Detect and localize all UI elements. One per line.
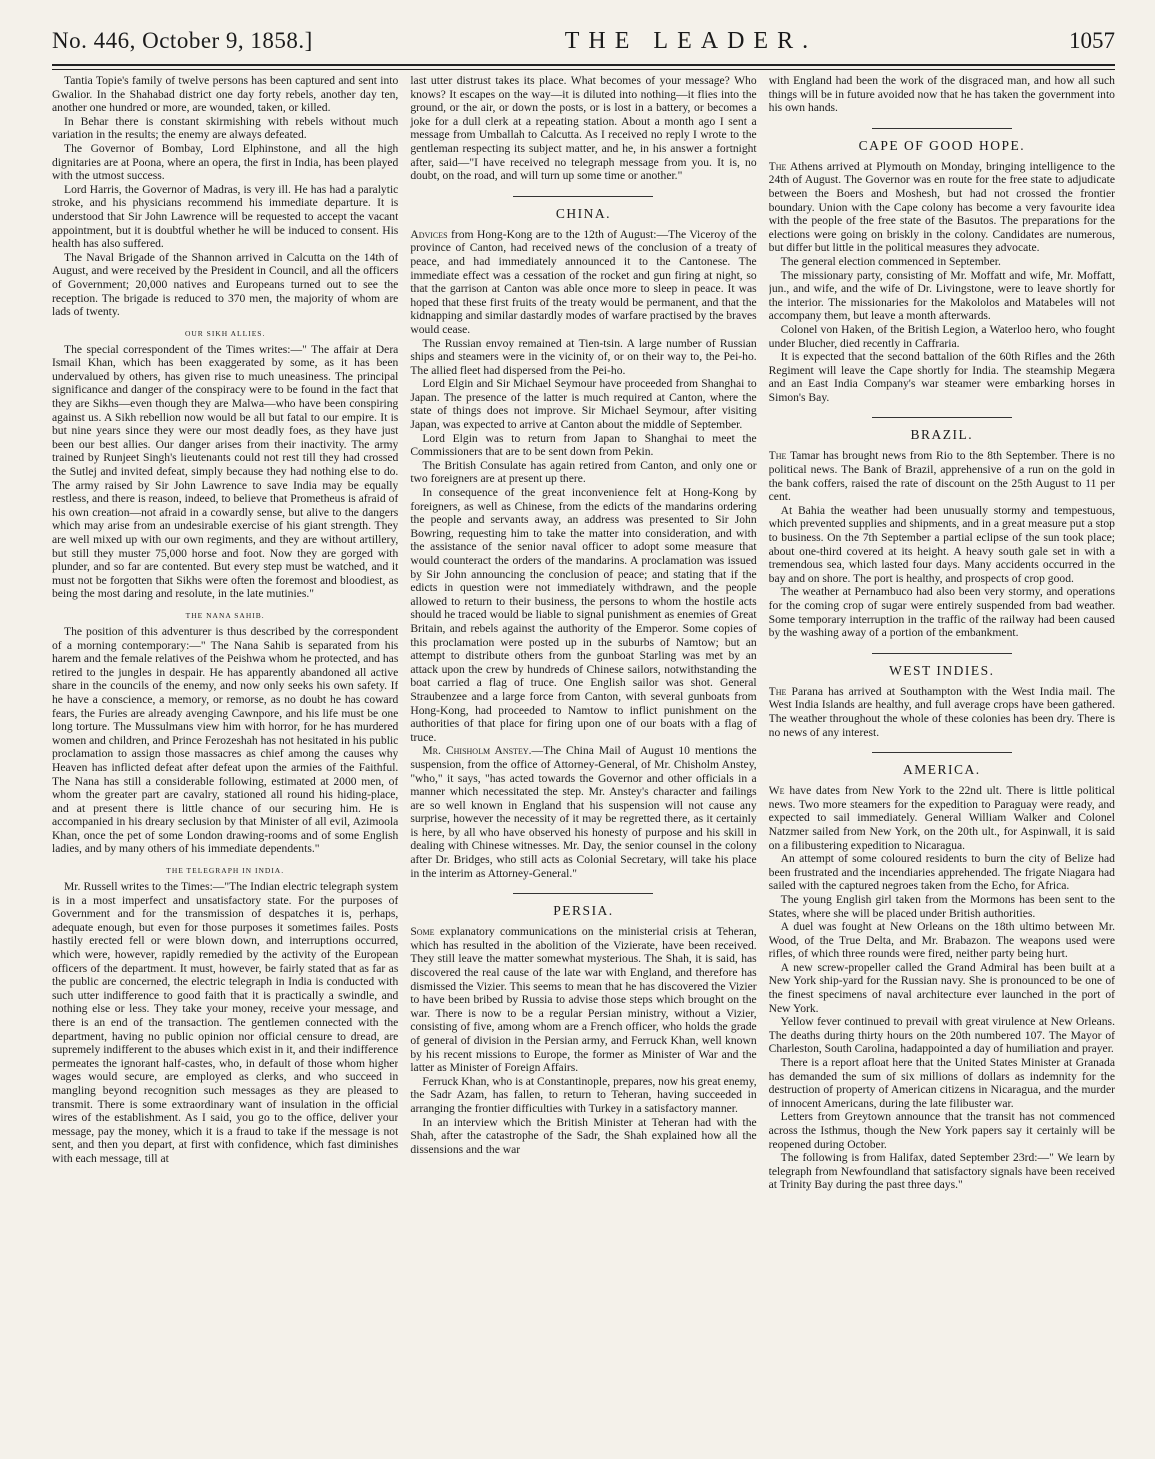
paragraph: In consequence of the great inconvenience felt at Hong-Kong by foreigners, as well as Chinese, from the edicts of the mandarins ordering the people and servants away, an address was presented to Sir John Bowring, requesting him to take the matter into consideration, and with the assistance of the senior naval officer to adopt some measure that would counteract the orders of the mandarins. A proclamation was issued by Sir John announcing the conclusion of peace; and stating that if the edicts in question were not immediately withdrawn, and the people allowed to return to their business, the persons to whom the hostile acts should he traced would be liable to signal punishment as enemies of Great Britain, and rebels against the authority of the Emperor. Some copies of this proclamation were posted up in the suburbs of Namtow; but an attempt to distribute others from the gunboat Starling was met by an attack upon the crew by hundreds of Chinese sailors, notwithstanding the boat carried a flag of truce. One English sailor was shot. General Straubenzee and a large force from Canton, with several gunboats from Hong-Kong, had proceeded to Namtow to inflict punishment on the authorities of that place for firing upon one of our boats with a flag of truce. bbox=[410, 486, 757, 744]
paragraph bbox=[769, 685, 1115, 739]
subheading-telegraph-india: THE TELEGRAPH IN INDIA. bbox=[166, 866, 285, 876]
section-heading: CAPE OF GOOD HOPE. bbox=[858, 137, 1026, 153]
section-rule bbox=[872, 128, 1012, 129]
subheading-nana-sahib: THE NANA SAHIB. bbox=[185, 610, 265, 620]
paragraph bbox=[769, 449, 1115, 503]
paragraph: The Governor of Bombay, Lord Elphinstone, and all the high dignitaries are at Poona, where an opera, the first in India, has been played with the utmost success. bbox=[52, 141, 399, 183]
subheading-sikh-allies: OUR SIKH ALLIES. bbox=[184, 328, 266, 338]
paragraph bbox=[410, 744, 756, 880]
paragraph: The British Consulate has again retired from Canton, and only one or two foreigners are at present up there. bbox=[410, 458, 757, 486]
paragraph: The position of this adventurer is thus described by the correspondent of a morning contemporary:—" The Nana Sahib is separated from his harem and the female relatives of the Peishwa whom he protected, and has retired to the jungles in despair. He has apparently abandoned all active share in the councils of the enemy, and now only seeks his own safety. If he have a conscience, a memory, or remorse, as no doubt he has coward fears, the Furies are already avenging Cawnpore, and his life must be one long torture. The Mussulmans view him with horror, for he has murdered women and children, and Prince Ferozeshah has not hesitated in his public proclamation to assign those massacres as chief among the causes why Heaven has inflicted defeat after defeat upon the armies of the Faithful. The Nana has still a considerable following, estimated at 2000 men, of whom the greater part are cavalry, stationed all round his hiding-place, and at present there is little chance of our securing him. He is accompanied in his dreary seclusion by that Minister of all evil, Azimoola Khan, once the pet of some London drawing-rooms and of some English ladies, and by many others of his immediate dependents." bbox=[52, 624, 399, 856]
paragraph: Letters from Greytown announce that the transit has not commenced across the Isthmus, though the New York papers say it certainly will be reopened during October. bbox=[768, 1110, 1115, 1151]
paragraph: The general election commenced in September. bbox=[780, 254, 1001, 268]
lead-word: Mr. Chisholm Anstey. bbox=[422, 744, 532, 758]
paragraph: Lord Elgin was to return from Japan to Shanghai to meet the Commissioners that are to be sent down from Pekin. bbox=[410, 431, 757, 459]
paragraph-text: from Hong-Kong are to the 12th of August:—The Viceroy of the province of Canton, had received news of the conclusion of a treaty of peace, and had immediately announced it to the Cantonese. The immediate effect was a cessation of the rocket and gun firing at night, so that the garrison at Canton was able once more to sleep in peace. It was hoped that these first fruits of the treaty would be permanent, and that the kidnapping and similar dastardly modes of warfare practised by the braves would cease. bbox=[410, 227, 757, 336]
section-heading: PERSIA. bbox=[553, 903, 614, 919]
lead-word: Some bbox=[410, 925, 435, 939]
paragraph-text: Athens arrived at Plymouth on Monday, bringing intelligence to the 24th of August. The Governor was en route for the free state to adjudicate between the Boers and Moshesh, but had not crossed the frontier boundary. Union with the Cape colony has become a very favourite idea with the people of the free state of the Basutos. The preparations for the elections were going on briskly in the colony. Candidates are numerous, but differ but little in the political measures they advocate. bbox=[768, 159, 1115, 255]
section-rule bbox=[513, 196, 653, 197]
section-west-indies bbox=[769, 653, 1115, 679]
issue-line: No. 446, October 9, 1858.] bbox=[52, 28, 313, 53]
section-cape-of-good-hope bbox=[769, 128, 1115, 154]
paragraph: The young English girl taken from the Mormons has been sent to the States, where she will be placed under British authorities. bbox=[768, 892, 1115, 920]
column-1 bbox=[52, 74, 398, 1454]
paragraph-text: —The China Mail of August 10 mentions the suspension, from the office of Attorney-General, of Mr. Chisholm Anstey, "who," it says, "has acted towards the Governor and other officials in a manner which necessitated the step. Mr. Anstey's character and failings are so well known in England that his suspension will not cause any surprise, however the necessity of it may be regretted there, as it certainly is here, by all who have observed his honesty of purpose and his skill in dealing with Chinese witnesses. Mr. Day, the senior counsel in the colony after Dr. Bridges, who still acts as Colonial Secretary, will take his place in the interim as Attorney-General." bbox=[410, 744, 757, 880]
section-brazil bbox=[769, 417, 1115, 443]
paragraph-text: have dates from New York to the 22nd ult. There is little political news. Two more steamers for the expedition to Paraguay were ready, and expected to sail immediately. General William Walker and Colonel Natzmer sailed from New York, on the 20th ult., for Aspinwall, it is said on a filibustering expedition to Nicaragua. bbox=[768, 784, 1115, 852]
paragraph: The following is from Halifax, dated September 23rd:—" We learn by telegraph from Newfoundland that satisfactory signals have been received at Trinity Bay during the past three days." bbox=[768, 1151, 1115, 1192]
paragraph: Mr. Russell writes to the Times:—"The Indian electric telegraph system is in a most imperfect and unsatisfactory state. For the purposes of Government and for the transmission of despatches it is, perhaps, adequate enough, but even for those purposes it sometimes failes. Posts hastily erected fell or were blown down, and interruptions occurred, which were, however, rapidly remedied by the activity of the European officers of the department. It must, however, be fairly stated that as far as the public are concerned, the electric telegraph in India is conducted with such utter indifference to good faith that it is practically a swindle, and nothing else or less. They take your money, receive your message, and there is an end of the transaction. The gentlemen connected with the department, having no public opinion nor official censure to dread, are supremely indifferent to the abuses which exist in it, and their indifference permeates the ignorant half-castes, who, in default of those whom higher wages would secure, are employed as clerks, and who succeed in mangling beyond recognition such messages as they are pleased to transmit. There is some extraordinary want of insulation in the official wires of the establishment. As I said, you go to the office, deliver your message, pay the money, which it is a fraud to take if the message is not sent, and then you depart, at first with confidence, which fast diminishes with each message, till at bbox=[52, 880, 399, 1165]
section-rule bbox=[872, 653, 1012, 654]
section-america bbox=[769, 752, 1115, 778]
paragraph: A duel was fought at New Orleans on the 18th ultimo between Mr. Wood, of the True Delta, and Mr. Brabazon. The weapons used were rifles, of which three rounds were fired, neither party being hurt. bbox=[768, 920, 1115, 961]
paragraph-text: explanatory communications on the ministerial crisis at Teheran, which has resulted in the abolition of the Vizierate, have been received. They still leave the matter somewhat mysterious. The Shah, it is said, has discovered the real cause of the late war with England, and therefore has dismissed the Vizier. This seems to mean that he has discovered the Vizier to have been bribed by Russia to advise those steps which brought on the war. There is now to be a regular Persian ministry, without a Vizier, consisting of five, among whom are a French officer, who holds the grade of general of division in the Persian army, and Ferruck Khan, well known by his recent missions to Europe, the former as Minister of War and the latter as Minister of Foreign Affairs. bbox=[410, 925, 757, 1075]
paragraph: with England had been the work of the disgraced man, and how all such things will be in future avoided now that he has taken the government into his own hands. bbox=[768, 74, 1115, 115]
paragraph: There is a report afloat here that the United States Minister at Granada has demanded the sum of six millions of dollars as indemnity for the destruction of property of American citizens in Nicaragua, and the murder of innocent Americans, during the late filibuster war. bbox=[768, 1056, 1115, 1110]
lead-word: We bbox=[768, 784, 785, 798]
paragraph: The Naval Brigade of the Shannon arrived in Calcutta on the 14th of August, and were received by the President in Council, and all the officers of Government; 20,000 natives and Europeans turned out to see the reception. The brigade is reduced to 370 men, the majority of whom are lads of twenty. bbox=[52, 250, 399, 319]
paragraph: It is expected that the second battalion of the 60th Rifles and the 26th Regiment will leave the Cape shortly for India. The steamship Megæra and an East India Company's war steamer were embarking horses in Simon's Bay. bbox=[768, 350, 1115, 404]
section-rule bbox=[872, 752, 1012, 753]
paragraph: Tantia Topie's family of twelve persons has been captured and sent into Gwalior. In the Shahabad district one day forty rebels, another day ten, another one hundred or more, are wounded, taken, or killed. bbox=[52, 74, 399, 115]
paragraph: The Russian envoy remained at Tien-tsin. A large number of Russian ships and steamers were in the vicinity of, or on their way to, the Pei-ho. The allied fleet had dispersed from the Pei-ho. bbox=[410, 336, 757, 377]
paragraph bbox=[410, 925, 756, 1075]
lead-word: The bbox=[768, 159, 787, 173]
paragraph: last utter distrust takes its place. What becomes of your message? Who knows? It escapes on the way—it is diluted into nothing—it flies into the ground, or the air, or down the posts, or is lost in a battery, or becomes a joke for a dull clerk at a repeating station. About a month ago I sent a message from Umballah to Calcutta. As I received no reply I wrote to the gentleman respecting its subject matter, and he, in his answer a fortnight after, said—"I have received no telegraph message from you. It is, no doubt, on the road, and will turn up some time or another." bbox=[410, 74, 757, 183]
paragraph-text: Parana has arrived at Southampton with the West India mail. The West India Islands are healthy, and full average crops have been gathered. The weather throughout the whole of these colonies has been dry. There is no news of any interest. bbox=[768, 684, 1115, 739]
lead-word: The bbox=[768, 684, 787, 698]
paragraph: Colonel von Haken, of the British Legion, a Waterloo hero, who fought under Blucher, died recently in Caffraria. bbox=[768, 322, 1115, 350]
paragraph: Lord Harris, the Governor of Madras, is very ill. He has had a paralytic stroke, and his physicians recommend his immediate departure. It is understood that Sir John Lawrence will be requested to accept the vacant appointment, but it is doubtful whether he will be induced to consent. His health has also suffered. bbox=[52, 182, 399, 251]
section-rule bbox=[872, 417, 1012, 418]
lead-word: The bbox=[768, 449, 787, 463]
lead-word: Advices bbox=[410, 227, 448, 241]
paragraph: Ferruck Khan, who is at Constantinople, prepares, now his great enemy, the Sadr Azam, has fallen, to return to Teheran, having succeeded in arranging the frontier difficulties with Turkey in a satisfactory manner. bbox=[410, 1074, 757, 1115]
paragraph: At Bahia the weather had been unusually stormy and tempestuous, which prevented supplies and shipments, and in a great measure put a stop to business. On the 7th September a partial eclipse of the sun took place; about one-third covered at its height. A heavy south gale set in with a tremendous sea, which lasted four days. Many accidents occurred in the bay and on shore. The port is healthy, and prospects of crop good. bbox=[768, 503, 1115, 585]
masthead bbox=[52, 28, 1115, 66]
paragraph bbox=[769, 160, 1115, 255]
paragraph: A new screw-propeller called the Grand Admiral has been built at a New York ship-yard for the Russian navy. She is pronounced to be one of the finest specimens of naval architecture ever launched in the port of New York. bbox=[768, 960, 1115, 1015]
paragraph: The missionary party, consisting of Mr. Moffatt and wife, Mr. Moffatt, jun., and wife, and the wife of Dr. Livingstone, were to leave shortly for the interior. The missionaries for the Makololos and Matabeles will not accompany them, but leave a month afterwards. bbox=[768, 268, 1115, 323]
page-number: 1057 bbox=[1068, 28, 1115, 53]
paragraph: The weather at Pernambuco had also been very stormy, and operations for the coming crop of sugar were entirely suspended from bad weather. Some temporary interruption in the traffic of the railway had been caused by the washing away of a portion of the embankment. bbox=[768, 585, 1115, 640]
section-heading: BRAZIL. bbox=[910, 427, 974, 443]
column-3 bbox=[769, 74, 1115, 1454]
paragraph: The special correspondent of the Times writes:—" The affair at Dera Ismail Khan, which has been exaggerated by some, as it has been undervalued by others, has given rise to much uneasiness. The principal significance and danger of the conspiracy were to be found in the fact that they are Sikhs—even though they are Malwa—who have been conspiring against us. A Sikh rebellion now would be all but fatal to our empire. It is but nine years since they were our most deadly foes, as they have just been our best allies. Our danger arises from their inactivity. The army trained by Runjeet Singh's lieutenants could not rest till they had crossed the Sutlej and invited defeat, simply because they had nothing else to do. The army raised by Sir John Lawrence to save India may be equally restless, and there is reason, indeed, to believe that Prometheus is afraid of his own creation—not afraid in a cowardly sense, but alive to the dangers which may arise from an undesirable exercise of his giant strength. They are well mixed up with our own regiments, and they are without artillery, but still they muster 75,000 horse and foot. Now they are gorged with plunder, and so far are contented. But every step must be watched, and it must not be forgotten that Sikhs were often the foremost and bloodiest, as being the most daring and resolute, in the late mutinies." bbox=[52, 342, 399, 601]
section-persia bbox=[410, 893, 756, 919]
section-heading: WEST INDIES. bbox=[889, 662, 995, 678]
section-china bbox=[410, 196, 756, 222]
paragraph: Lord Elgin and Sir Michael Seymour have proceeded from Shanghai to Japan. The presence of the latter is much required at Canton, where the state of things does not improve. Sir Michael Seymour, after visiting Japan, was expected to arrive at Canton about the middle of September. bbox=[410, 377, 757, 432]
paragraph: In Behar there is constant skirmishing with rebels without much variation in the results; the enemy are always defeated. bbox=[52, 114, 399, 142]
masthead-rule bbox=[52, 66, 1115, 70]
section-heading: AMERICA. bbox=[903, 762, 981, 778]
paragraph: Yellow fever continued to prevail with great virulence at New Orleans. The deaths during thirty hours on the 20th numbered 107. The Mayor of Charleston, South Carolina, hadappointed a day of humiliation and prayer. bbox=[768, 1015, 1115, 1056]
column-2 bbox=[410, 74, 756, 1454]
paragraph bbox=[769, 784, 1115, 852]
section-heading: CHINA. bbox=[555, 205, 612, 221]
newspaper-title: THE LEADER. bbox=[564, 28, 818, 54]
paragraph bbox=[410, 228, 756, 337]
paragraph: An attempt of some coloured residents to burn the city of Belize had been frustrated and the incendiaries apprehended. The frigate Niagara had sailed with the captured negroes taken from the Echo, for Africa. bbox=[768, 852, 1115, 893]
paragraph: In an interview which the British Minister at Teheran had with the Shah, after the catastrophe of the Sadr, the Shah explained how all the dissensions and the war bbox=[410, 1115, 757, 1156]
section-rule bbox=[513, 893, 653, 894]
columns bbox=[52, 74, 1115, 1454]
paragraph-text: Tamar has brought news from Rio to the 8th September. There is no political news. The Bank of Brazil, apprehensive of a run on the gold in the bank coffers, raised the rate of discount on the 25th August to 11 per cent. bbox=[768, 449, 1115, 504]
